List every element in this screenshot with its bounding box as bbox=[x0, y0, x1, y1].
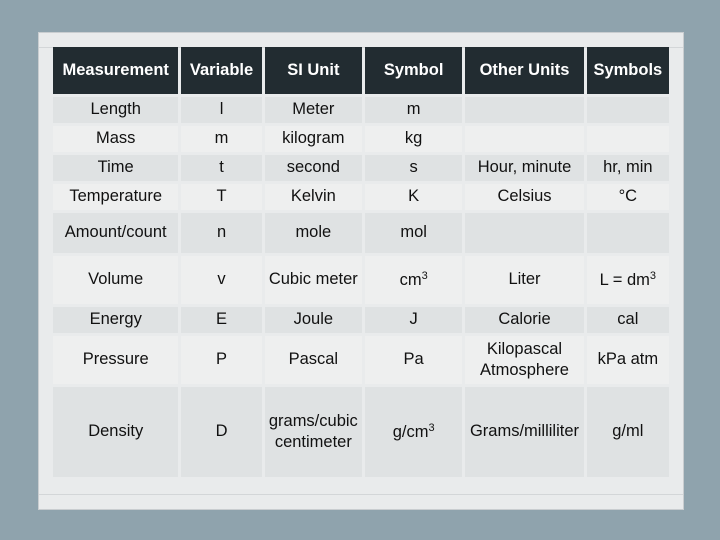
symbols-cell: cal bbox=[587, 307, 669, 333]
symbol-cell: mol bbox=[365, 213, 462, 253]
table-row bbox=[53, 256, 669, 304]
si-unit-cell: grams/cubic centimeter bbox=[265, 387, 362, 477]
slide bbox=[38, 32, 684, 510]
header-measurement: Measurement bbox=[53, 47, 178, 94]
table-row bbox=[53, 213, 669, 253]
symbol-cell: s bbox=[365, 155, 462, 181]
measurement-cell: Length bbox=[53, 97, 178, 123]
header-symbol: Symbol bbox=[365, 47, 462, 94]
symbols-cell bbox=[587, 213, 669, 253]
table-row bbox=[53, 336, 669, 384]
header-variable: Variable bbox=[181, 47, 261, 94]
units-table bbox=[50, 44, 672, 480]
header-other-units: Other Units bbox=[465, 47, 583, 94]
measurement-cell: Mass bbox=[53, 126, 178, 152]
symbol-cell: kg bbox=[365, 126, 462, 152]
si-unit-cell: Meter bbox=[265, 97, 362, 123]
variable-cell: l bbox=[181, 97, 261, 123]
symbol-cell: K bbox=[365, 184, 462, 210]
symbols-cell: °C bbox=[587, 184, 669, 210]
header-row bbox=[53, 47, 669, 94]
other-units-cell: Calorie bbox=[465, 307, 583, 333]
symbol-cell: J bbox=[365, 307, 462, 333]
si-unit-cell: kilogram bbox=[265, 126, 362, 152]
symbol-cell: $cm^3$ bbox=[365, 256, 462, 304]
variable-cell: P bbox=[181, 336, 261, 384]
measurement-cell: Density bbox=[53, 387, 178, 477]
table-row bbox=[53, 155, 669, 181]
symbols-cell bbox=[587, 97, 669, 123]
variable-cell: D bbox=[181, 387, 261, 477]
variable-cell: E bbox=[181, 307, 261, 333]
symbols-cell: g/ml bbox=[587, 387, 669, 477]
symbols-cell: hr, min bbox=[587, 155, 669, 181]
si-unit-cell: Pascal bbox=[265, 336, 362, 384]
symbol-cell: m bbox=[365, 97, 462, 123]
variable-cell: t bbox=[181, 155, 261, 181]
table-row bbox=[53, 387, 669, 477]
measurement-cell: Time bbox=[53, 155, 178, 181]
si-unit-cell: Kelvin bbox=[265, 184, 362, 210]
variable-cell: v bbox=[181, 256, 261, 304]
slide-bottom-rule bbox=[39, 494, 683, 495]
variable-cell: n bbox=[181, 213, 261, 253]
other-units-cell: Liter bbox=[465, 256, 583, 304]
other-units-cell: Grams/milliliter bbox=[465, 387, 583, 477]
si-unit-cell: Joule bbox=[265, 307, 362, 333]
measurement-cell: Amount/count bbox=[53, 213, 178, 253]
table-row bbox=[53, 126, 669, 152]
symbols-cell: kPa atm bbox=[587, 336, 669, 384]
other-units-cell bbox=[465, 126, 583, 152]
symbols-cell: $L = dm^3$ bbox=[587, 256, 669, 304]
header-si-unit: SI Unit bbox=[265, 47, 362, 94]
other-units-cell: Kilopascal Atmosphere bbox=[465, 336, 583, 384]
other-units-cell: Celsius bbox=[465, 184, 583, 210]
table-row bbox=[53, 97, 669, 123]
symbols-cell bbox=[587, 126, 669, 152]
table-row bbox=[53, 184, 669, 210]
si-unit-cell: Cubic meter bbox=[265, 256, 362, 304]
variable-cell: T bbox=[181, 184, 261, 210]
other-units-cell bbox=[465, 97, 583, 123]
si-unit-cell: second bbox=[265, 155, 362, 181]
symbol-cell: Pa bbox=[365, 336, 462, 384]
table-row bbox=[53, 307, 669, 333]
measurement-cell: Temperature bbox=[53, 184, 178, 210]
measurement-cell: Volume bbox=[53, 256, 178, 304]
symbol-cell: $g/cm^3$ bbox=[365, 387, 462, 477]
si-unit-cell: mole bbox=[265, 213, 362, 253]
variable-cell: m bbox=[181, 126, 261, 152]
measurement-cell: Pressure bbox=[53, 336, 178, 384]
other-units-cell: Hour, minute bbox=[465, 155, 583, 181]
header-symbols: Symbols bbox=[587, 47, 669, 94]
measurement-cell: Energy bbox=[53, 307, 178, 333]
other-units-cell bbox=[465, 213, 583, 253]
